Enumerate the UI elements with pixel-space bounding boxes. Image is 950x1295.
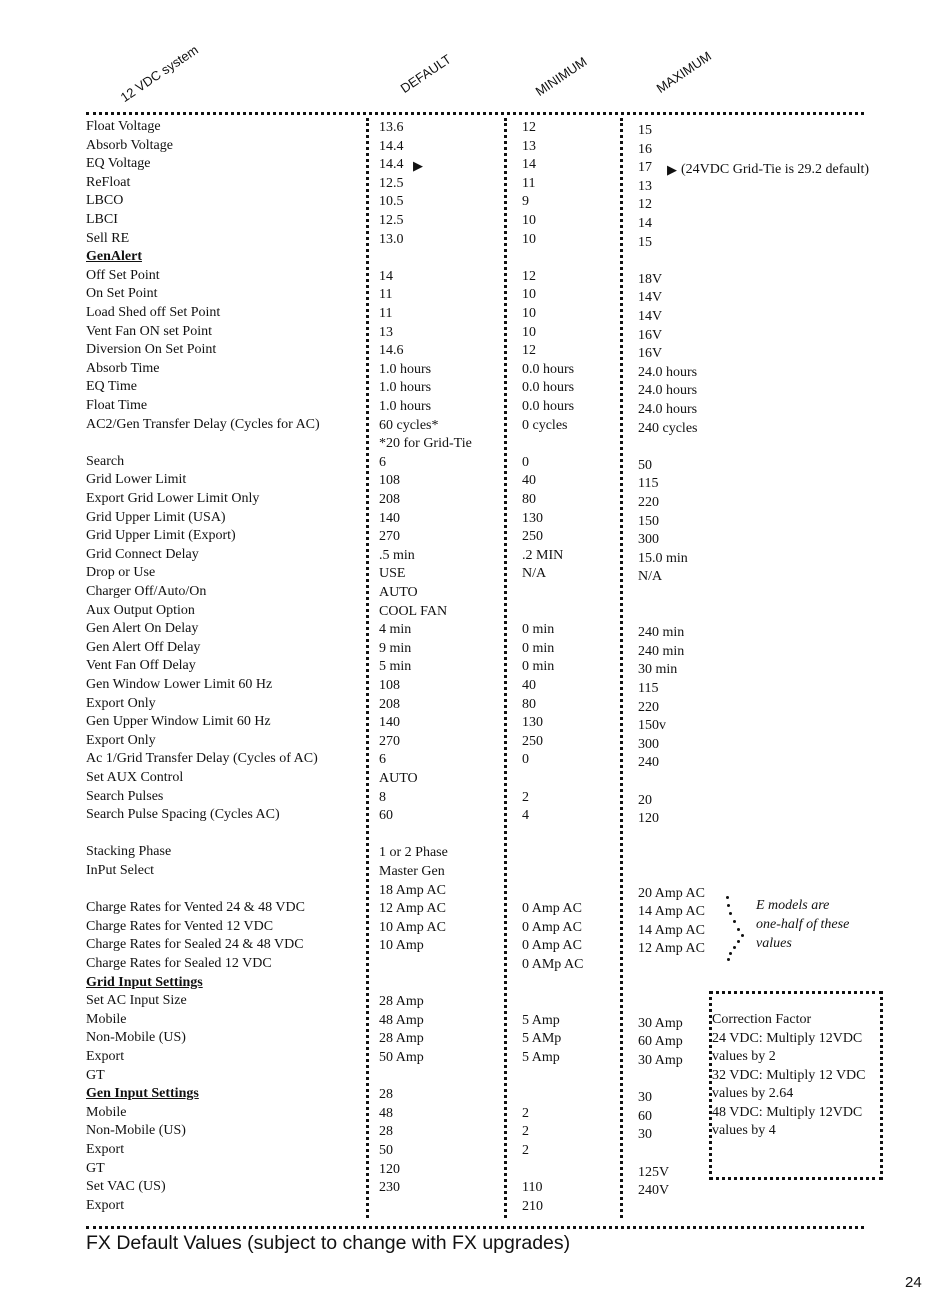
row-minimum-value: .2 MIN bbox=[522, 547, 564, 563]
brace-dot bbox=[733, 946, 736, 949]
correction-line: values by 2 bbox=[712, 1049, 776, 1064]
row-maximum-value: 115 bbox=[638, 681, 659, 696]
row-minimum-value: 0 bbox=[522, 454, 529, 470]
row-maximum-value: 18V bbox=[638, 271, 663, 287]
row-default-value: 50 bbox=[379, 1143, 393, 1158]
row-label: EQ Time bbox=[86, 379, 137, 395]
row-default-value: Master Gen bbox=[379, 864, 445, 879]
row-default-value: 14.6 bbox=[379, 343, 404, 359]
row-minimum-value: 10 bbox=[522, 306, 536, 321]
row-default-value: 12.5 bbox=[379, 213, 404, 228]
row-default-value: 11 bbox=[379, 287, 393, 303]
row-default-value: 208 bbox=[379, 492, 400, 507]
row-minimum-value: 0 Amp AC bbox=[522, 901, 582, 917]
row-label: AC2/Gen Transfer Delay (Cycles for AC) bbox=[86, 416, 320, 432]
eq-grid-tie-note: (24VDC Grid-Tie is 29.2 default) bbox=[681, 162, 870, 177]
row-label: Charge Rates for Sealed 24 & 48 VDC bbox=[86, 937, 304, 953]
row-minimum-value: 0 min bbox=[522, 659, 555, 675]
column-divider-minimum bbox=[504, 118, 507, 1218]
row-default-value: 60 cycles* bbox=[379, 417, 439, 433]
row-maximum-value: 30 Amp bbox=[638, 1053, 683, 1068]
row-maximum-value: 50 bbox=[638, 457, 652, 473]
row-maximum-value: 120 bbox=[638, 811, 659, 827]
row-label: Grid Connect Delay bbox=[86, 546, 199, 562]
row-default-value: 5 min bbox=[379, 659, 412, 675]
row-label: Search Pulse Spacing (Cycles AC) bbox=[86, 807, 280, 823]
row-label: Mobile bbox=[86, 1011, 127, 1027]
row-default-value: 28 Amp bbox=[379, 994, 424, 1010]
row-minimum-value: 14 bbox=[522, 157, 536, 173]
row-maximum-value: 12 bbox=[638, 197, 652, 213]
row-maximum-value: 14 Amp AC bbox=[638, 922, 705, 938]
row-default-value: 6 bbox=[379, 454, 386, 470]
row-label: Non-Mobile (US) bbox=[86, 1123, 186, 1139]
row-minimum-value: 130 bbox=[522, 510, 543, 526]
row-default-value: 108 bbox=[379, 678, 400, 693]
row-label: Off Set Point bbox=[86, 267, 160, 283]
row-default-value: 48 Amp bbox=[379, 1012, 424, 1028]
row-minimum-value: 250 bbox=[522, 529, 543, 545]
row-minimum-value: 10 bbox=[522, 324, 536, 340]
row-label: Vent Fan Off Delay bbox=[86, 658, 196, 674]
row-label: Export Grid Lower Limit Only bbox=[86, 491, 260, 506]
row-minimum-value: 12 bbox=[522, 343, 536, 359]
row-minimum-value: 40 bbox=[522, 473, 536, 489]
row-minimum-value: 0.0 hours bbox=[522, 361, 575, 377]
row-minimum-value: 5 Amp bbox=[522, 1012, 560, 1028]
row-default-value: 60 bbox=[379, 808, 393, 824]
row-maximum-value: 12 Amp AC bbox=[638, 941, 705, 957]
row-maximum-value: 15 bbox=[638, 234, 652, 250]
row-minimum-value: 0.0 hours bbox=[522, 380, 575, 396]
row-label: Grid Input Settings bbox=[86, 974, 203, 990]
correction-factor-box bbox=[709, 991, 883, 1180]
row-minimum-value: 130 bbox=[522, 715, 543, 731]
row-minimum-value: 0 AMp AC bbox=[522, 957, 584, 972]
brace-dot bbox=[729, 912, 732, 915]
row-minimum-value: 10 bbox=[522, 231, 536, 247]
row-default-value: *20 for Grid-Tie bbox=[379, 436, 472, 452]
row-maximum-value: 30 min bbox=[638, 662, 678, 678]
row-default-value: AUTO bbox=[379, 771, 418, 786]
row-default-value: 28 bbox=[379, 1087, 393, 1103]
row-maximum-value: 115 bbox=[638, 476, 659, 492]
row-maximum-value: 16 bbox=[638, 141, 652, 157]
row-default-value: 18 Amp AC bbox=[379, 882, 446, 898]
row-default-value: 1.0 hours bbox=[379, 380, 432, 396]
brace-dot bbox=[733, 920, 736, 923]
top-dotted-rule bbox=[86, 112, 864, 115]
row-label: Vent Fan ON set Point bbox=[86, 323, 212, 339]
row-default-value: 13.0 bbox=[379, 231, 404, 247]
correction-line: 48 VDC: Multiply 12VDC bbox=[712, 1104, 863, 1120]
row-default-value: 28 Amp bbox=[379, 1031, 424, 1047]
row-default-value: 28 bbox=[379, 1124, 393, 1140]
row-label: Grid Upper Limit (Export) bbox=[86, 528, 236, 544]
row-label: Charge Rates for Sealed 12 VDC bbox=[86, 956, 272, 971]
row-minimum-value: 10 bbox=[522, 213, 536, 228]
bottom-dotted-rule bbox=[86, 1226, 864, 1229]
correction-line: 32 VDC: Multiply 12 VDC bbox=[712, 1067, 866, 1083]
row-maximum-value: N/A bbox=[638, 569, 663, 585]
header-system: 12 VDC system bbox=[117, 42, 201, 105]
row-maximum-value: 240 min bbox=[638, 643, 685, 659]
row-maximum-value: 15.0 min bbox=[638, 550, 688, 566]
row-minimum-value: 12 bbox=[522, 120, 536, 135]
row-minimum-value: 80 bbox=[522, 492, 536, 507]
brace-dot bbox=[726, 896, 729, 899]
row-label: ReFloat bbox=[86, 174, 131, 190]
brace-dot bbox=[727, 904, 730, 907]
row-label: Diversion On Set Point bbox=[86, 342, 217, 358]
row-label: Export bbox=[86, 1142, 125, 1157]
row-maximum-value: 220 bbox=[638, 495, 659, 510]
correction-title: Correction Factor bbox=[712, 1012, 812, 1027]
row-default-value: AUTO bbox=[379, 585, 418, 600]
row-default-value: USE bbox=[379, 566, 406, 582]
row-default-value: 14 bbox=[379, 268, 393, 284]
row-default-value: 1.0 hours bbox=[379, 399, 432, 414]
row-minimum-value: 2 bbox=[522, 1105, 529, 1121]
row-default-value: 108 bbox=[379, 473, 400, 489]
row-label: Export bbox=[86, 1049, 125, 1064]
brace-dot bbox=[729, 952, 732, 955]
column-divider-default bbox=[366, 118, 369, 1218]
row-minimum-value: 2 bbox=[522, 1143, 529, 1158]
row-default-value: 208 bbox=[379, 696, 400, 712]
page-number: 24 bbox=[905, 1274, 922, 1291]
row-minimum-value: 0 Amp AC bbox=[522, 919, 582, 935]
row-label: Aux Output Option bbox=[86, 602, 195, 618]
row-default-value: 4 min bbox=[379, 622, 412, 638]
play-arrow-icon: ▶ bbox=[667, 162, 677, 177]
row-maximum-value: 60 Amp bbox=[638, 1034, 683, 1050]
row-maximum-value: 20 Amp AC bbox=[638, 885, 705, 901]
row-label: GT bbox=[86, 1160, 105, 1176]
row-default-value: 270 bbox=[379, 733, 400, 749]
row-label: Gen Window Lower Limit 60 Hz bbox=[86, 677, 273, 692]
row-maximum-value: 24.0 hours bbox=[638, 383, 698, 399]
row-maximum-value: 17 bbox=[638, 160, 652, 176]
row-label: Set AUX Control bbox=[86, 770, 184, 785]
row-minimum-value: 5 AMp bbox=[522, 1031, 562, 1047]
row-label: LBCO bbox=[86, 193, 124, 209]
row-maximum-value: 220 bbox=[638, 699, 659, 715]
correction-line: 24 VDC: Multiply 12VDC bbox=[712, 1030, 863, 1046]
row-minimum-value: 0 bbox=[522, 752, 529, 768]
row-default-value: 140 bbox=[379, 510, 400, 526]
row-default-value: 13.6 bbox=[379, 120, 404, 135]
row-default-value: 10 Amp bbox=[379, 938, 424, 954]
row-label: EQ Voltage bbox=[86, 156, 151, 172]
row-maximum-value: 14 bbox=[638, 216, 652, 231]
row-label: Sell RE bbox=[86, 230, 130, 246]
row-minimum-value: 10 bbox=[522, 287, 536, 303]
row-maximum-value: 14V bbox=[638, 290, 663, 306]
header-default: DEFAULT bbox=[397, 51, 454, 96]
brace-dot bbox=[727, 958, 730, 961]
row-maximum-value: 125V bbox=[638, 1164, 670, 1180]
row-default-value: 50 Amp bbox=[379, 1050, 424, 1065]
row-label: Mobile bbox=[86, 1104, 127, 1120]
row-label: Grid Upper Limit (USA) bbox=[86, 509, 226, 525]
row-minimum-value: 0 Amp AC bbox=[522, 938, 582, 954]
row-maximum-value: 15 bbox=[638, 123, 652, 138]
row-minimum-value: 0 cycles bbox=[522, 417, 568, 433]
row-minimum-value: 2 bbox=[522, 789, 529, 805]
row-label: Gen Upper Window Limit 60 Hz bbox=[86, 714, 271, 730]
row-label: Absorb Time bbox=[86, 360, 160, 376]
row-default-value: 6 bbox=[379, 752, 386, 768]
row-minimum-value: N/A bbox=[522, 566, 547, 582]
row-label: Charge Rates for Vented 24 & 48 VDC bbox=[86, 900, 305, 916]
row-maximum-value: 30 Amp bbox=[638, 1015, 683, 1031]
row-maximum-value: 16V bbox=[638, 327, 663, 343]
row-label: Grid Lower Limit bbox=[86, 472, 187, 488]
brace-dot bbox=[737, 940, 740, 943]
row-label: Gen Alert Off Delay bbox=[86, 639, 201, 655]
brace-dot bbox=[741, 934, 744, 937]
row-label: Search Pulses bbox=[86, 788, 164, 804]
row-default-value: 120 bbox=[379, 1161, 400, 1177]
row-label: Charger Off/Auto/On bbox=[86, 584, 207, 599]
row-default-value: 48 bbox=[379, 1105, 393, 1121]
row-maximum-value: 24.0 hours bbox=[638, 402, 698, 417]
row-default-value: 14.4 bbox=[379, 138, 404, 154]
row-label: Load Shed off Set Point bbox=[86, 305, 221, 320]
correction-line: values by 4 bbox=[712, 1123, 776, 1138]
row-maximum-value: 150v bbox=[638, 718, 666, 734]
row-maximum-value: 300 bbox=[638, 736, 659, 752]
row-minimum-value: 110 bbox=[522, 1180, 543, 1196]
row-label: Float Voltage bbox=[86, 119, 161, 134]
row-label: Set AC Input Size bbox=[86, 993, 187, 1009]
brace-dot bbox=[737, 928, 740, 931]
row-label: Ac 1/Grid Transfer Delay (Cycles of AC) bbox=[86, 751, 318, 767]
row-minimum-value: 250 bbox=[522, 733, 543, 749]
row-maximum-value: 240 bbox=[638, 755, 659, 771]
row-default-value: 230 bbox=[379, 1180, 400, 1196]
row-minimum-value: 9 bbox=[522, 194, 529, 210]
row-maximum-value: 150 bbox=[638, 513, 659, 529]
row-maximum-value: 16V bbox=[638, 346, 663, 362]
row-label: Gen Alert On Delay bbox=[86, 621, 199, 637]
row-label: Stacking Phase bbox=[86, 844, 172, 860]
row-maximum-value: 240 min bbox=[638, 625, 685, 641]
row-maximum-value: 240V bbox=[638, 1183, 670, 1199]
column-divider-maximum bbox=[620, 118, 623, 1218]
row-maximum-value: 30 bbox=[638, 1127, 652, 1143]
row-label: Set VAC (US) bbox=[86, 1179, 166, 1195]
row-default-value: 12 Amp AC bbox=[379, 901, 446, 917]
row-minimum-value: 0 min bbox=[522, 640, 555, 656]
row-minimum-value: 11 bbox=[522, 175, 536, 191]
correction-line: values by 2.64 bbox=[712, 1086, 794, 1101]
row-default-value: 9 min bbox=[379, 640, 412, 656]
row-minimum-value: 12 bbox=[522, 268, 536, 284]
play-arrow-icon: ▶ bbox=[413, 158, 423, 173]
row-label: Search bbox=[86, 453, 125, 469]
row-label: LBCI bbox=[86, 212, 118, 227]
figure-caption: FX Default Values (subject to change with FX upgrades) bbox=[86, 1232, 571, 1254]
row-label: Non-Mobile (US) bbox=[86, 1030, 186, 1046]
row-maximum-value: 300 bbox=[638, 532, 659, 548]
row-minimum-value: 0 min bbox=[522, 622, 555, 638]
row-minimum-value: 40 bbox=[522, 678, 536, 693]
row-default-value: 1 or 2 Phase bbox=[379, 845, 448, 861]
row-label: GenAlert bbox=[86, 249, 142, 265]
row-label: InPut Select bbox=[86, 863, 155, 878]
row-minimum-value: 13 bbox=[522, 138, 536, 154]
row-label: Float Time bbox=[86, 398, 148, 413]
row-maximum-value: 14 Amp AC bbox=[638, 904, 705, 920]
row-maximum-value: 60 bbox=[638, 1108, 652, 1124]
row-default-value: 270 bbox=[379, 529, 400, 545]
row-label: On Set Point bbox=[86, 286, 158, 302]
row-default-value: 13 bbox=[379, 324, 393, 340]
row-label: Export bbox=[86, 1197, 125, 1213]
header-minimum: MINIMUM bbox=[532, 53, 590, 99]
row-default-value: 11 bbox=[379, 306, 393, 321]
row-label: Export Only bbox=[86, 695, 156, 711]
row-minimum-value: 5 Amp bbox=[522, 1050, 560, 1065]
row-label: Charge Rates for Vented 12 VDC bbox=[86, 918, 274, 934]
row-default-value: 10.5 bbox=[379, 194, 404, 210]
row-default-value: 14.4 bbox=[379, 157, 404, 173]
row-default-value: 12.5 bbox=[379, 175, 404, 191]
row-maximum-value: 14V bbox=[638, 309, 663, 324]
row-maximum-value: 240 cycles bbox=[638, 420, 698, 436]
row-minimum-value: 210 bbox=[522, 1198, 543, 1214]
row-label: Absorb Voltage bbox=[86, 137, 173, 153]
row-minimum-value: 2 bbox=[522, 1124, 529, 1140]
row-default-value: 8 bbox=[379, 789, 386, 805]
row-default-value: 10 Amp AC bbox=[379, 919, 446, 935]
row-default-value: 1.0 hours bbox=[379, 361, 432, 377]
e-models-note: E models are one-half of these values bbox=[756, 898, 850, 951]
row-label: Gen Input Settings bbox=[86, 1086, 199, 1102]
row-maximum-value: 30 bbox=[638, 1090, 652, 1106]
row-minimum-value: 4 bbox=[522, 808, 529, 824]
row-label: GT bbox=[86, 1067, 105, 1083]
row-label: Drop or Use bbox=[86, 565, 156, 581]
row-default-value: COOL FAN bbox=[379, 603, 448, 619]
row-minimum-value: 0.0 hours bbox=[522, 399, 575, 414]
row-maximum-value: 20 bbox=[638, 792, 652, 808]
row-default-value: .5 min bbox=[379, 547, 415, 563]
row-label: Export Only bbox=[86, 732, 156, 748]
row-maximum-value: 24.0 hours bbox=[638, 364, 698, 380]
row-default-value: 140 bbox=[379, 715, 400, 731]
header-maximum: MAXIMUM bbox=[653, 48, 715, 96]
row-minimum-value: 80 bbox=[522, 696, 536, 712]
row-maximum-value: 13 bbox=[638, 178, 652, 194]
